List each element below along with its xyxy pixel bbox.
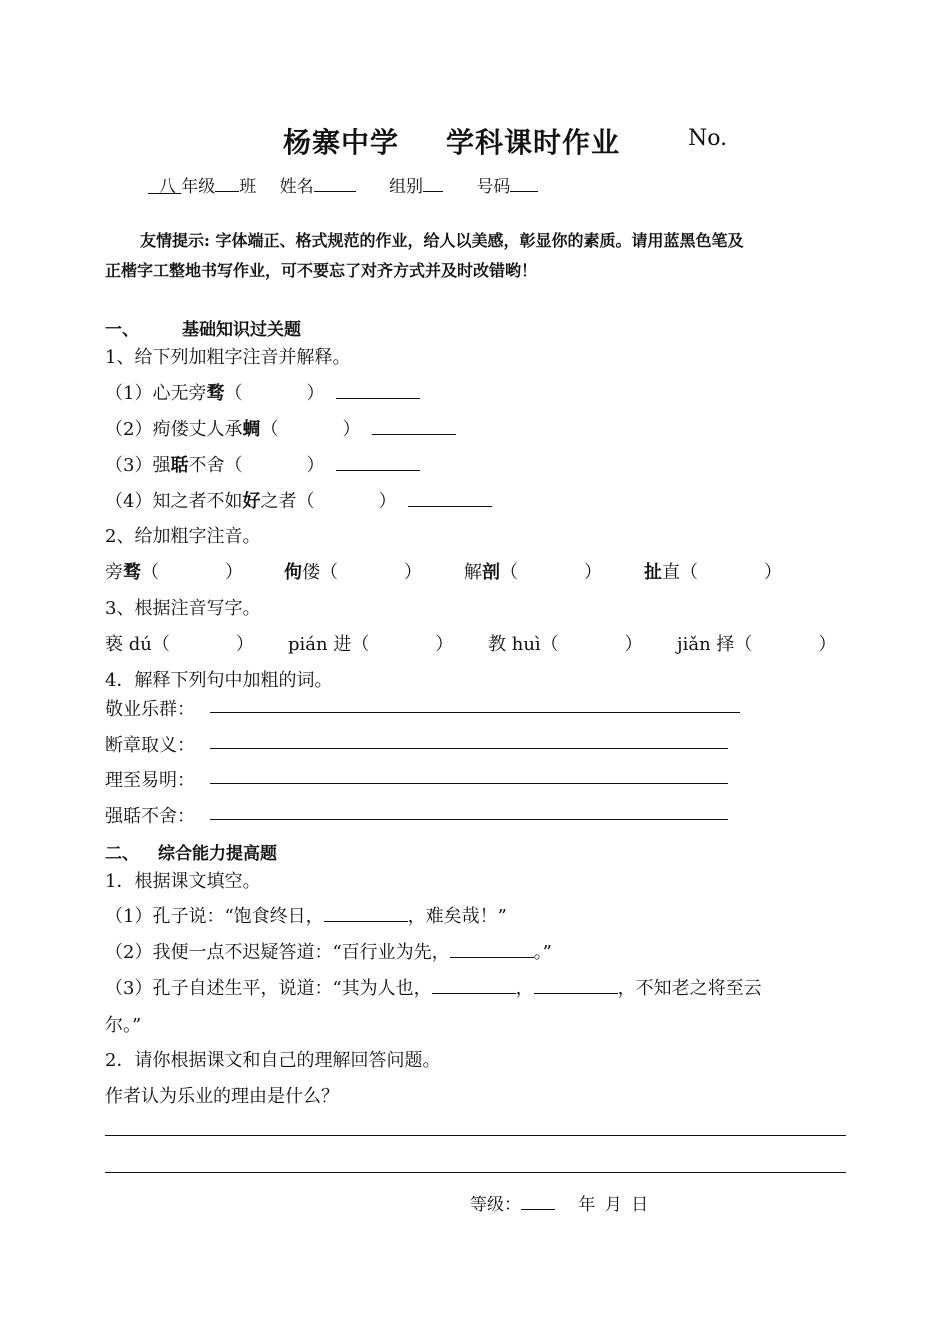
s1-q4-prompt: 4．解释下列句中加粗的词。 [105, 670, 333, 691]
grade-blank[interactable] [521, 1191, 555, 1210]
answer-line[interactable] [210, 783, 728, 784]
section1-number: 一、 [105, 320, 139, 340]
s1-q3-item-1: 亵 dú（ ） [105, 634, 254, 655]
worksheet-title: 学科课时作业 [446, 126, 621, 159]
s1-q1-item-2: （2）痀偻丈人承蜩（ ） [105, 415, 456, 441]
school-name: 杨寨中学 [283, 126, 400, 159]
meaning-blank[interactable] [372, 416, 456, 435]
section1-title: 基础知识过关题 [182, 320, 301, 340]
meaning-blank[interactable] [336, 380, 420, 399]
group-label: 组别 [389, 177, 424, 197]
class-label: 班 [239, 177, 257, 197]
s1-q2-item-2: 佝偻（ ） [284, 562, 422, 583]
answer-line[interactable] [210, 748, 728, 749]
number-blank[interactable] [510, 173, 538, 192]
fill-blank[interactable] [534, 975, 618, 994]
s2-q1-prompt: 1．根据课文填空。 [105, 871, 261, 892]
section2-number: 二、 [105, 844, 139, 864]
answer-line[interactable] [105, 1172, 846, 1173]
number-field-label: 号码 [476, 177, 511, 197]
s1-q2-item-3: 解剖（ ） [464, 562, 602, 583]
s1-q4-item-1: 敬业乐群： [105, 699, 195, 720]
s2-q2-question: 作者认为乐业的理由是什么？ [105, 1086, 339, 1107]
answer-line[interactable] [210, 819, 728, 820]
tip-line-2: 正楷字工整地书写作业，可不要忘了对齐方式并及时改错哟！ [105, 261, 538, 280]
s1-q3-item-4: jiǎn 择（ ） [677, 634, 837, 655]
s1-q4-item-3: 理至易明： [105, 770, 195, 791]
s1-q3-prompt: 3、根据注音写字。 [105, 598, 261, 619]
answer-line[interactable] [210, 712, 740, 713]
s1-q4-item-4: 强聒不舍： [105, 806, 195, 827]
s2-q1-sentence-1: （1）孔子说：“饱食终日， ，难矣哉！” [105, 902, 507, 928]
s2-q1-sentence-3: （3）孔子自述生平，说道：“其为人也， ， ，不知老之将至云 [105, 974, 762, 1000]
name-label: 姓名 [279, 177, 314, 197]
number-label: No. [688, 126, 728, 151]
s1-q2-prompt: 2、给加粗字注音。 [105, 526, 261, 547]
name-blank[interactable] [314, 173, 356, 192]
answer-line[interactable] [105, 1135, 846, 1136]
s1-q1-prompt: 1、给下列加粗字注音并解释。 [105, 347, 351, 368]
grade-label: 年级 [181, 177, 216, 197]
day-label: 日 [631, 1195, 649, 1215]
grade-label: 等级： [470, 1195, 521, 1215]
section2-title: 综合能力提高题 [158, 844, 277, 864]
fill-blank[interactable] [432, 975, 516, 994]
group-blank[interactable] [423, 173, 443, 192]
meaning-blank[interactable] [336, 452, 420, 471]
s2-q1-sentence-3-cont: 尔。” [105, 1015, 142, 1036]
class-blank[interactable] [215, 173, 239, 192]
s1-q3-item-2: pián 进（ ） [288, 634, 454, 655]
month-label: 月 [604, 1195, 622, 1215]
s1-q4-item-2: 断章取义： [105, 735, 195, 756]
year-label: 年 [578, 1195, 596, 1215]
s2-q1-sentence-2: （2）我便一点不迟疑答道：“百行业为先， 。” [105, 938, 552, 964]
s1-q1-item-3: （3）强聒不舍（ ） [105, 451, 420, 477]
grade-value[interactable]: 八 [158, 177, 176, 197]
fill-blank[interactable] [324, 903, 408, 922]
s2-q2-prompt: 2．请你根据课文和自己的理解回答问题。 [105, 1050, 441, 1071]
fill-blank[interactable] [450, 939, 534, 958]
s1-q1-item-4: （4）知之者不如好之者（ ） [105, 487, 492, 513]
meaning-blank[interactable] [408, 488, 492, 507]
student-info-line [148, 172, 538, 197]
tip-line-1: 友情提示: 字体端正、格式规范的作业，给人以美感，彰显你的素质。请用蓝黑色笔及 [140, 231, 744, 250]
s1-q2-item-4: 扯直（ ） [644, 562, 782, 583]
s1-q1-item-1: （1）心无旁骛（ ） [105, 379, 420, 405]
s1-q2-item-1: 旁骛（ ） [105, 562, 243, 583]
s1-q3-item-3: 教 huì（ ） [488, 634, 643, 655]
grading-footer [470, 1190, 648, 1215]
